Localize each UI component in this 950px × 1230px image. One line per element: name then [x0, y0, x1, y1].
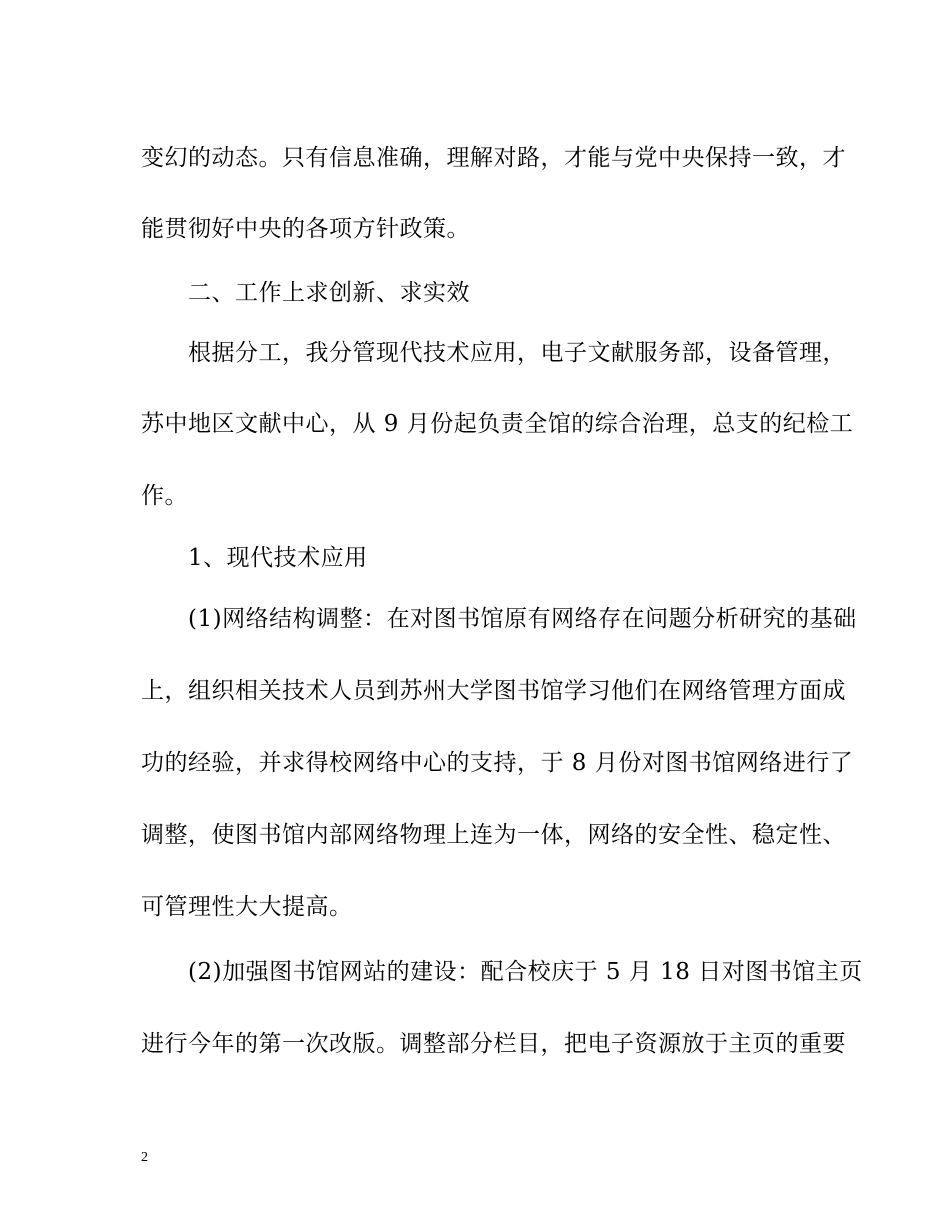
body-text-line: (2)加强图书馆网站的建设：配合校庆于 5 月 18 日对图书馆主页	[188, 959, 863, 985]
section-heading: 二、工作上求创新、求实效	[188, 280, 470, 306]
body-text-line: (1)网络结构调整：在对图书馆原有网络存在问题分析研究的基础	[188, 606, 857, 632]
body-text-line: 上，组织相关技术人员到苏州大学图书馆学习他们在网络管理方面成	[141, 678, 846, 704]
body-text-line: 能贯彻好中央的各项方针政策。	[141, 216, 470, 242]
body-text-line: 根据分工，我分管现代技术应用，电子文献服务部，设备管理，	[188, 340, 846, 366]
body-text-line: 作。	[141, 483, 188, 509]
body-text-line: 苏中地区文献中心，从 9 月份起负责全馆的综合治理，总支的纪检工	[141, 411, 854, 437]
body-text-line: 功的经验，并求得校网络中心的支持，于 8 月份对图书馆网络进行了	[141, 750, 854, 776]
body-text-line: 进行今年的第一次改版。调整部分栏目，把电子资源放于主页的重要	[141, 1031, 846, 1057]
page-number: 2	[141, 1150, 148, 1165]
body-text-line: 变幻的动态。只有信息准确，理解对路，才能与党中央保持一致，才	[141, 145, 846, 171]
body-text-line: 可管理性大大提高。	[141, 894, 353, 920]
body-text-line: 调整，使图书馆内部网络物理上连为一体，网络的安全性、稳定性、	[141, 822, 846, 848]
subsection-heading: 1、现代技术应用	[188, 545, 368, 571]
